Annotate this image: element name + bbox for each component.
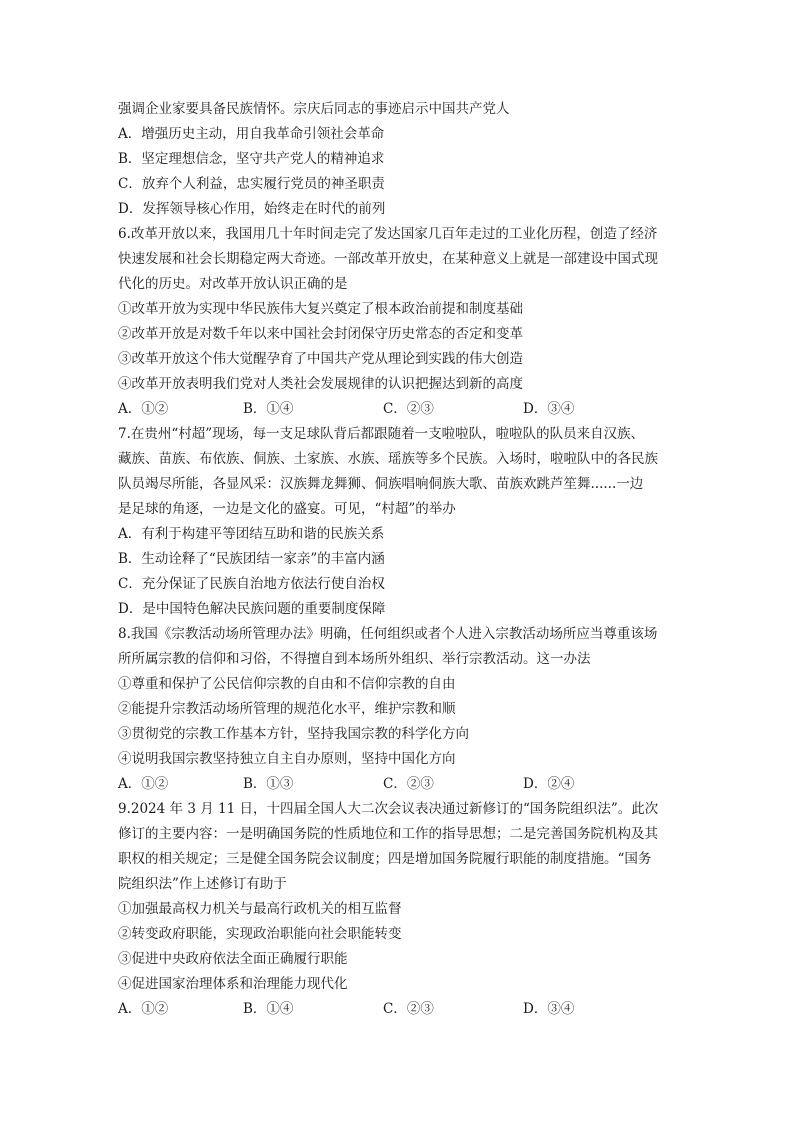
option-d: D．②④ [523,776,575,792]
statement-3: ③促进中央政府依法全面正确履行职能 [118,951,348,967]
question-6 [118,222,718,422]
option-c: C．②③ [383,401,434,417]
statement-2: ②能提升宗教活动场所管理的规范化水平，维护宗教和顺 [118,701,456,717]
page-content [118,97,718,1022]
question-stem-line: 8.我国《宗教活动场所管理办法》明确，任何组织或者个人进入宗教活动场所应当尊重该场 [118,626,658,642]
question-stem-line: 代化的历史。对改革开放认识正确的是 [118,276,348,292]
question-stem-line: 6.改革开放以来，我国用几十年时间走完了发达国家几百年走过的工业化历程，创造了经济 [118,226,658,242]
question-7 [118,422,718,622]
option-b: B．①④ [243,401,294,417]
question-stem-line: 快速发展和社会长期稳定两大奇迹。一部改革开放史，在某种意义上就是一部建设中国式现 [118,251,658,267]
statement-4: ④促进国家治理体系和治理能力现代化 [118,976,348,992]
option-b: B．①③ [243,776,294,792]
option-c: C．②③ [383,1001,434,1017]
option-b: B．①④ [243,1001,294,1017]
question-stem-line: 强调企业家要具备民族情怀。宗庆后同志的事迹启示中国共产党人 [118,101,510,117]
question-stem-line: 藏族、苗族、布依族、侗族、土家族、水族、瑶族等多个民族。入场时，啦啦队中的各民族 [118,451,658,467]
option-row [118,397,718,422]
option-c: C．充分保证了民族自治地方依法行使自治权 [118,576,385,592]
statement-1: ①尊重和保护了公民信仰宗教的自由和不信仰宗教的自由 [118,676,456,692]
option-a: A．增强历史主动，用自我革命引领社会革命 [118,126,385,142]
option-c: C．②③ [383,776,434,792]
option-a: A．①② [118,1001,169,1017]
question-stem-line: 职权的相关规定；三是健全国务院会议制度；四是增加国务院履行职能的制度措施。“国务 [118,851,652,867]
option-a: A．①② [118,776,169,792]
statement-4: ④说明我国宗教坚持独立自主自办原则，坚持中国化方向 [118,751,456,767]
option-d: D．发挥领导核心作用，始终走在时代的前列 [118,201,386,217]
question-stem-line: 7.在贵州“村超”现场，每一支足球队背后都跟随着一支啦啦队，啦啦队的队员来自汉族、 [118,426,645,442]
statement-3: ③贯彻党的宗教工作基本方针，坚持我国宗教的科学化方向 [118,726,469,742]
option-b: B．生动诠释了“民族团结一家亲”的丰富内涵 [118,551,385,567]
statement-2: ②改革开放是对数千年以来中国社会封闭保守历史常态的否定和变革 [118,326,523,342]
statement-1: ①改革开放为实现中华民族伟大复兴奠定了根本政治前提和制度基础 [118,301,523,317]
statement-3: ③改革开放这个伟大觉醒孕育了中国共产党从理论到实践的伟大创造 [118,351,523,367]
question-5-tail [118,97,718,222]
option-c: C．放弃个人利益，忠实履行党员的神圣职责 [118,176,385,192]
question-stem-line: 院组织法”作上述修订有助于 [118,876,287,892]
option-d: D．③④ [523,401,575,417]
statement-4: ④改革开放表明我们党对人类社会发展规律的认识把握达到新的高度 [118,376,523,392]
option-d: D．是中国特色解决民族问题的重要制度保障 [118,601,386,617]
question-stem-line: 队员竭尽所能，各显风采：汉族舞龙舞狮、侗族唱响侗族大歌、苗族欢跳芦笙舞......一边 [118,476,644,492]
question-stem-line: 修订的主要内容：一是明确国务院的性质地位和工作的指导思想；二是完善国务院机构及其 [118,826,658,842]
statement-1: ①加强最高权力机关与最高行政机关的相互监督 [118,901,402,917]
question-9 [118,797,718,1022]
question-8 [118,622,718,797]
option-b: B．坚定理想信念，坚守共产党人的精神追求 [118,151,385,167]
option-a: A．有利于构建平等团结互助和谐的民族关系 [118,526,385,542]
question-stem-line: 所所属宗教的信仰和习俗，不得擅自到本场所外组织、举行宗教活动。这一办法 [118,651,591,667]
option-row [118,772,718,797]
question-stem-line: 9.2024 年 3 月 11 日，十四届全国人大二次会议表决通过新修订的“国务院组织法”。此次 [118,801,659,817]
option-row [118,997,718,1022]
statement-2: ②转变政府职能，实现政治职能向社会职能转变 [118,926,402,942]
question-stem-line: 是足球的角逐，一边是文化的盛宴。可见，“村超”的举办 [118,501,456,517]
option-a: A．①② [118,401,169,417]
option-d: D．③④ [523,1001,575,1017]
